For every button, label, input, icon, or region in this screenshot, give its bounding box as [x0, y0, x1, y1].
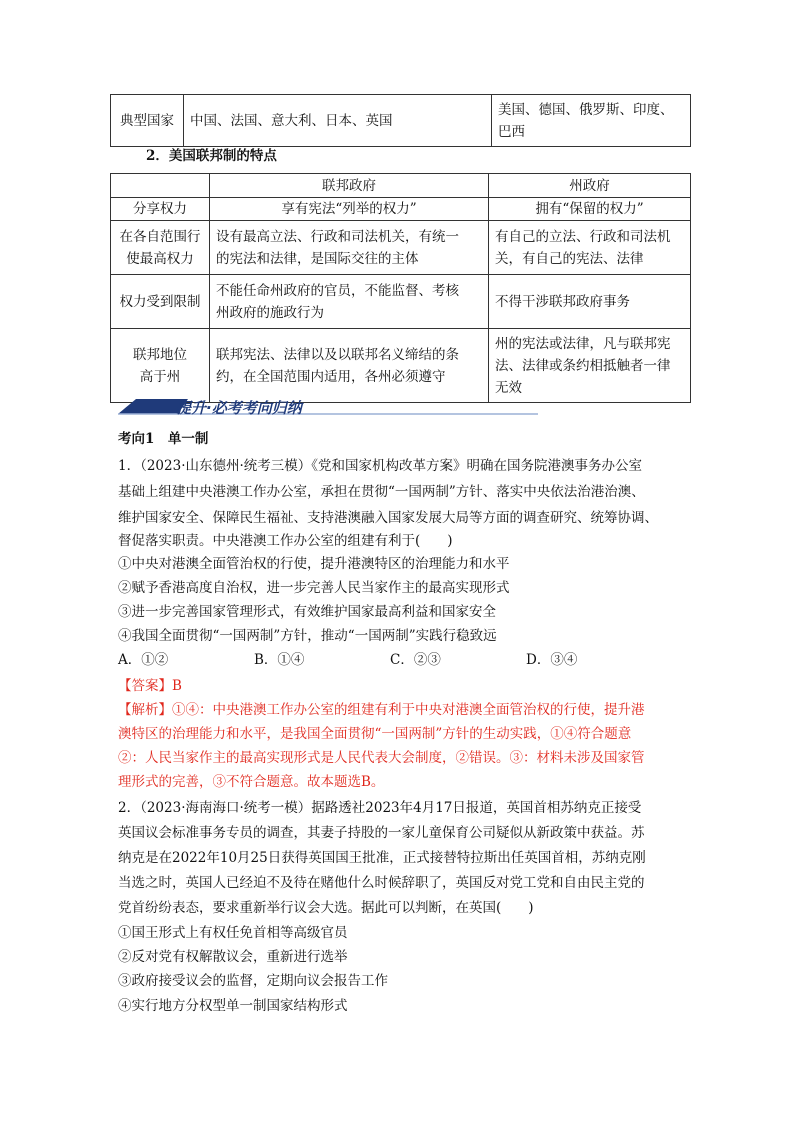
cell-line: 州政府的施政行为 [216, 304, 324, 321]
analysis-line: ②：人民当家作主的最高实现形式是人民代表大会制度，②错误。③：材料未涉及国家管 [118, 750, 645, 766]
question-line: 1．（2023·山东德州·统考三模）《党和国家机构改革方案》明确在国务院港澳事务办公室 [118, 458, 643, 474]
cell-line: 无效 [495, 379, 522, 396]
section-title: 2．美国联邦制的特点 [146, 148, 277, 164]
analysis-line: 澳特区的治理能力和水平，是我国全面贯彻“一国两制”方针的生动实践，①④符合题意 [118, 726, 632, 742]
cell-line: 关，有自己的宪法、法律 [495, 250, 644, 267]
answer-options [118, 649, 688, 671]
statement: ③进一步完善国家管理形式，有效维护国家最高利益和国家安全 [118, 604, 496, 620]
question-line: 督促落实职责。中央港澳工作办公室的组建有利于( ) [118, 533, 453, 549]
kaoxiang-heading: 考向1 单一制 [118, 431, 209, 447]
header-state: 州政府 [489, 174, 691, 198]
question-line: 维护国家安全、保障民生福祉、支持港澳融入国家发展大局等方面的调查研究、统筹协调、 [118, 510, 658, 526]
row-label-line: 联邦地位 [133, 346, 187, 363]
cell-line: 不能任命州政府的官员，不能监督、考核 [216, 282, 459, 299]
analysis-line: 【解析】①④：中央港澳工作办公室的组建有利于中央对港澳全面管治权的行使，提升港 [118, 702, 645, 718]
question-line: 英国议会标准事务专员的调查，其妻子持股的一家儿童保育公司疑似从新政策中获益。苏 [118, 825, 645, 841]
state-cell [489, 221, 691, 275]
unitary-countries-cell: 中国、法国、意大利、日本、英国 [184, 95, 492, 147]
federal-countries-line: 巴西 [498, 123, 525, 140]
federal-cell: 享有宪法“列举的权力” [210, 198, 489, 221]
question-line: 基础上组建中央港澳工作办公室，承担在贯彻“一国两制”方针、落实中央依法治港治澳、 [118, 484, 645, 500]
federal-cell [210, 329, 489, 403]
typical-countries-table [110, 94, 691, 147]
option-b: B．①④ [254, 652, 305, 668]
cell-line: 联邦宪法、法律以及以联邦名义缔结的条 [216, 346, 459, 363]
header-federal: 联邦政府 [210, 174, 489, 198]
state-cell: 不得干涉联邦政府事务 [489, 275, 691, 329]
option-c: C．②③ [390, 652, 441, 668]
row-label: 权力受到限制 [111, 275, 210, 329]
statement: ②反对党有权解散议会，重新进行选举 [118, 949, 348, 965]
cell-line: 设有最高立法、行政和司法机关，有统一 [216, 228, 459, 245]
statement: ①国王形式上有权任免首相等高级官员 [118, 925, 348, 941]
federal-cell [210, 275, 489, 329]
federal-countries-line: 美国、德国、俄罗斯、印度、 [498, 101, 674, 118]
row-label [111, 329, 210, 403]
statement: ④实行地方分权型单一制国家结构形式 [118, 998, 348, 1014]
banner-title: 提升·必考考向归纳 [176, 399, 302, 417]
question-line: 当选之时，英国人已经迫不及待在赌他什么时候辞职了，英国反对党工党和自由民主党的 [118, 875, 645, 891]
federal-countries-cell [492, 95, 691, 147]
us-federalism-table [110, 173, 691, 403]
row-label: 分享权力 [111, 198, 210, 221]
answer: 【答案】B [118, 678, 182, 694]
row-label-typical-countries: 典型国家 [111, 95, 184, 147]
option-a: A．①② [118, 652, 169, 668]
statement: ④我国全面贯彻“一国两制”方针，推动“一国两制”实践行稳致远 [118, 628, 497, 644]
cell-line: 的宪法和法律，是国际交往的主体 [216, 250, 419, 267]
statement: ②赋予香港高度自治权，进一步完善人民当家作主的最高实现形式 [118, 580, 510, 596]
cell-line: 约，在全国范围内适用，各州必须遵守 [216, 368, 446, 385]
state-cell: 拥有“保留的权力” [489, 198, 691, 221]
row-label-line: 高于州 [139, 368, 181, 385]
federal-cell [210, 221, 489, 275]
question-line: 纳克是在2022年10月25日获得英国国王批准，正式接替特拉斯出任英国首相，苏纳克刚 [118, 850, 646, 866]
row-label [111, 221, 210, 275]
question-line: 2．（2023·海南海口·统考一模）据路透社2023年4月17日报道，英国首相苏纳克正接受 [118, 800, 642, 816]
analysis-line: 理形式的完善，③不符合题意。故本题选B。 [118, 774, 385, 790]
state-cell [489, 329, 691, 403]
question-line: 党首纷纷表态，要求重新举行议会大选。据此可以判断，在英国( ) [118, 900, 534, 916]
statement: ①中央对港澳全面管治权的行使，提升港澳特区的治理能力和水平 [118, 556, 510, 572]
cell-line: 法、法律或条约相抵触者一律 [495, 357, 671, 374]
statement: ③政府接受议会的监督，定期向议会报告工作 [118, 973, 388, 989]
option-d: D．③④ [526, 652, 578, 668]
cell-line: 有自己的立法、行政和司法机 [495, 228, 671, 245]
row-label-line: 使最高权力 [126, 250, 194, 267]
header-empty [111, 174, 210, 198]
row-label-line: 在各自范围行 [119, 228, 201, 245]
cell-line: 州的宪法或法律，凡与联邦宪 [495, 335, 671, 352]
